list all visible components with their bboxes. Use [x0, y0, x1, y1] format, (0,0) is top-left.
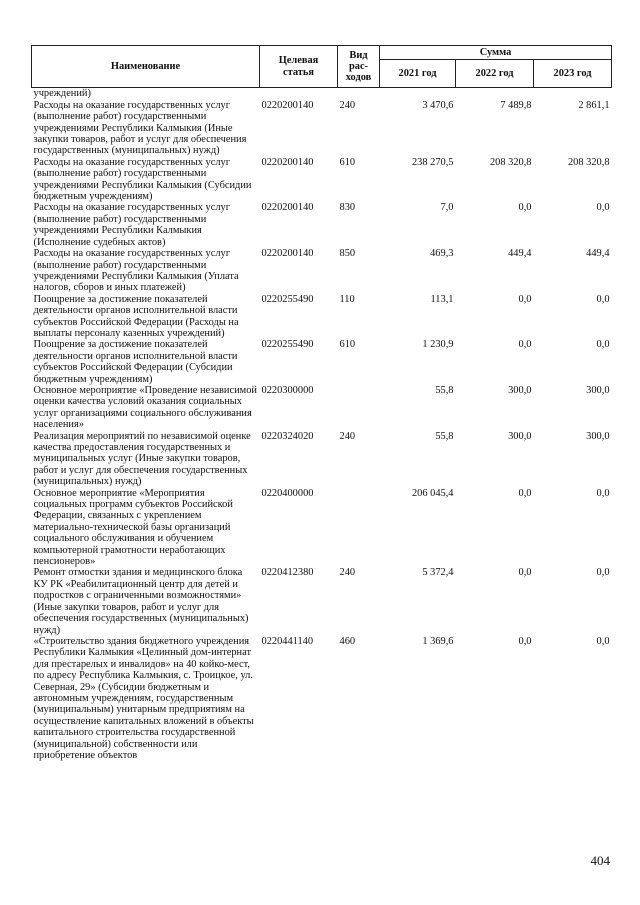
table-row	[32, 339, 612, 385]
table-row	[32, 636, 612, 761]
row-amount-2022: 0,0	[518, 293, 532, 305]
header-vid: Вид рас-ходов	[338, 46, 380, 88]
row-expense-type: 240	[339, 567, 356, 579]
header-year-2021: 2021 год	[380, 60, 456, 88]
row-target-code: 0220324020	[261, 430, 314, 442]
table-row	[32, 385, 612, 431]
table-header	[32, 46, 612, 88]
row-amount-2022: 208 320,8	[489, 156, 532, 168]
row-name: Расходы на оказание государственных услуг (выполнение работ) государственными учреждениями Республики Калмыкия (Уплата налогов, сборов и иных платежей)	[33, 248, 239, 294]
row-amount-2021: 7,0	[440, 202, 454, 214]
row-expense-type: 610	[339, 156, 356, 168]
row-target-code: 0220200140	[261, 156, 314, 168]
row-amount-2023: 0,0	[596, 487, 610, 499]
header-sum: Сумма	[380, 46, 612, 60]
row-expense-type	[338, 385, 380, 431]
table-body	[32, 88, 612, 761]
row-amount-2023: 449,4	[586, 248, 610, 260]
row-amount-2022: 0,0	[518, 635, 532, 647]
row-name: Основное мероприятие «Проведение независимой оценки качества условий оказания социальных услуг организациями социального обслуживания населения»	[33, 384, 257, 431]
row-amount-2021: 206 045,4	[411, 487, 454, 499]
row-amount-2023: 2 861,1	[578, 99, 610, 111]
row-name: Поощрение за достижение показателей деятельности органов исполнительной власти субъектов Российской Федерации (Расходы на выплаты персоналу казенных учреждений)	[33, 293, 239, 339]
table-row	[32, 294, 612, 340]
row-amount-2021: 55,8	[435, 430, 454, 442]
row-amount-2021: 113,1	[430, 293, 454, 305]
row-amount-2021: 55,8	[435, 384, 454, 396]
row-amount-2022: 7 489,8	[500, 99, 532, 111]
row-amount-2022: 300,0	[508, 384, 532, 396]
row-target-code: 0220255490	[261, 339, 314, 351]
row-target-code: 0220300000	[261, 384, 314, 396]
row-expense-type: 460	[339, 635, 356, 647]
row-amount-2023: 208 320,8	[567, 156, 610, 168]
budget-table	[31, 45, 612, 761]
table-row	[32, 100, 612, 157]
header-year-2022: 2022 год	[456, 60, 534, 88]
row-amount-2022: 449,4	[508, 248, 532, 260]
row-expense-type: 240	[339, 99, 356, 111]
row-name: Расходы на оказание государственных услуг (выполнение работ) государственными учреждениями Республики Калмыкия (Иные закупки товаров, работ и услуг для обеспечения государственных (муниципальных) нужд)	[33, 99, 247, 157]
row-amount-2021: 238 270,5	[411, 156, 454, 168]
header-year-2023: 2023 год	[534, 60, 612, 88]
row-name: Поощрение за достижение показателей деятельности органов исполнительной власти субъектов Российской Федерации (Субсидии бюджетным учреждениям)	[33, 339, 238, 385]
row-target-code: 0220400000	[261, 487, 314, 499]
row-name: Основное мероприятие «Мероприятия социальных программ субъектов Российской Федерации, связанных с укреплением материально-технической базы организаций социального обслуживания и обучением компьютерной грамотности неработающих пенсионеров»	[33, 487, 233, 568]
header-name: Наименование	[32, 46, 260, 88]
row-amount-2023: 0,0	[596, 339, 610, 351]
header-code: Целевая статья	[260, 46, 338, 88]
row-target-code: 0220441140	[261, 635, 314, 647]
row-amount-2023: 0,0	[596, 202, 610, 214]
row-name: Ремонт отмостки здания и медицинского блока КУ РК «Реабилитационный центр для детей и подростков с ограниченными возможностями» (Иные закупки товаров, работ и услуг для обеспечения государственных (муниципальных) нужд)	[33, 567, 249, 636]
row-name: Реализация мероприятий по независимой оценке качества предоставления государственных и муниципальных услуг (Иные закупки товаров, работ и услуг для обеспечения государственных (муниципальных) нужд)	[33, 430, 251, 488]
row-amount-2022: 0,0	[518, 487, 532, 499]
table-row	[32, 567, 612, 635]
row-amount-2022: 300,0	[508, 430, 532, 442]
row-expense-type: 240	[339, 430, 356, 442]
row-target-code: 0220200140	[261, 248, 314, 260]
continuation-text: учреждений)	[33, 88, 91, 100]
page-number: 404	[590, 853, 610, 868]
row-target-code: 0220200140	[261, 202, 314, 214]
row-target-code: 0220200140	[261, 99, 314, 111]
row-amount-2022: 0,0	[518, 339, 532, 351]
continuation-row	[32, 88, 612, 100]
row-amount-2021: 1 230,9	[422, 339, 454, 351]
table-row	[32, 202, 612, 248]
row-name: Расходы на оказание государственных услуг (выполнение работ) государственными учреждениями Республики Калмыкия (Исполнение судебных актов)	[33, 202, 230, 248]
row-amount-2021: 1 369,6	[422, 635, 454, 647]
row-expense-type: 830	[339, 202, 356, 214]
table-row	[32, 488, 612, 568]
row-amount-2023: 0,0	[596, 635, 610, 647]
row-amount-2022: 0,0	[518, 202, 532, 214]
row-amount-2023: 0,0	[596, 567, 610, 579]
row-amount-2023: 0,0	[596, 293, 610, 305]
row-amount-2021: 5 372,4	[422, 567, 454, 579]
row-target-code: 0220255490	[261, 293, 314, 305]
row-target-code: 0220412380	[261, 567, 314, 579]
row-expense-type: 110	[339, 293, 355, 305]
row-expense-type: 610	[339, 339, 356, 351]
row-amount-2021: 469,3	[430, 248, 454, 260]
table-row	[32, 248, 612, 294]
row-expense-type	[338, 488, 380, 568]
table-row	[32, 431, 612, 488]
row-amount-2023: 300,0	[586, 430, 610, 442]
row-expense-type: 850	[339, 248, 356, 260]
row-amount-2023: 300,0	[586, 384, 610, 396]
row-amount-2021: 3 470,6	[422, 99, 454, 111]
table-row	[32, 157, 612, 203]
row-name: Расходы на оказание государственных услуг (выполнение работ) государственными учреждениями Республики Калмыкия (Субсидии бюджетным учреждениям)	[33, 156, 252, 203]
row-name: «Строительство здания бюджетного учреждения Республики Калмыкия «Целинный дом-интернат для престарелых и инвалидов» на 40 койко-мест, по адресу Республика Калмыкия, с. Троицкое, ул. Северная, 29» (Субсидии бюджетным и автономным учреждениям, государственным (муниципальным) унитарным предприятиям на осуществление капитальных вложений в объекты капитального строительства государственной (муниципальной) собственности или приобретение объектов	[33, 635, 254, 761]
row-amount-2022: 0,0	[518, 567, 532, 579]
